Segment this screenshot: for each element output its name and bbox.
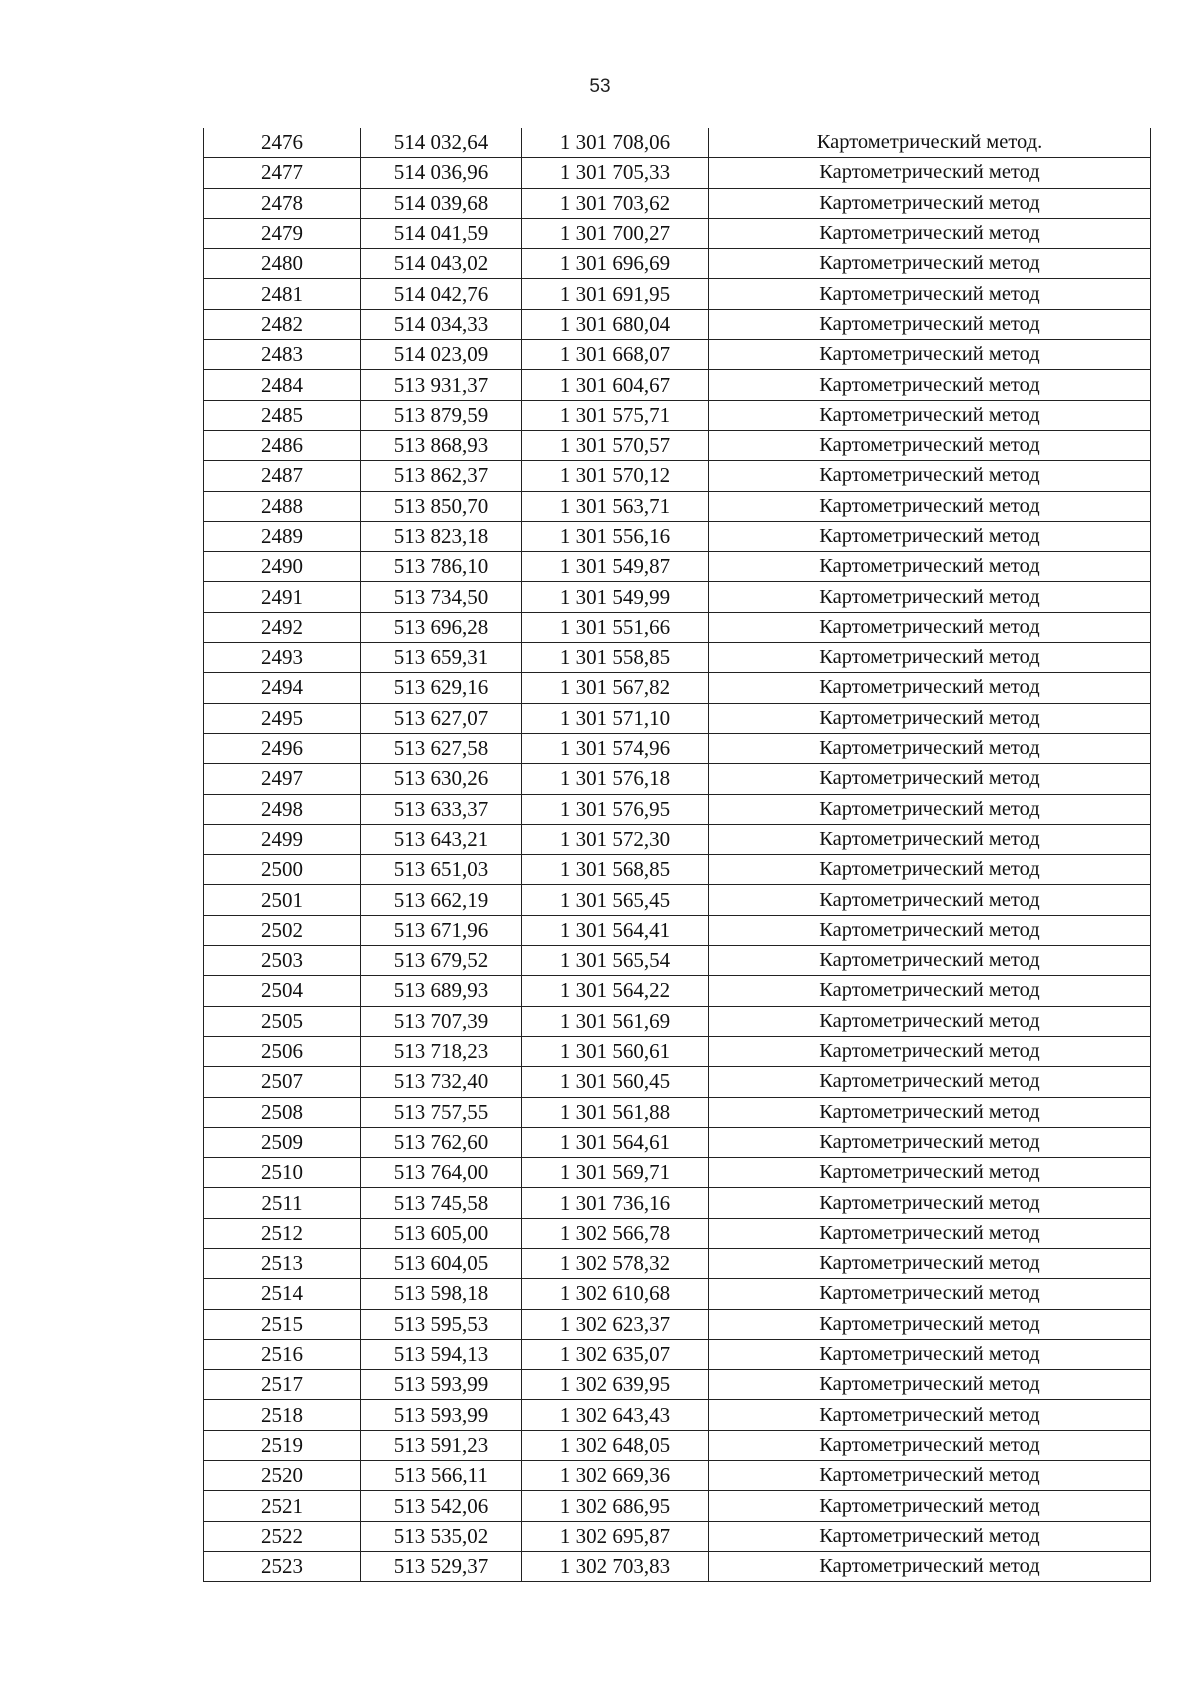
point-number-cell: 2508	[204, 1097, 361, 1127]
method-cell: Картометрический метод	[709, 733, 1151, 763]
table-row	[204, 1158, 1151, 1188]
point-number-cell: 2522	[204, 1521, 361, 1551]
x-coordinate-cell: 513 718,23	[361, 1036, 522, 1066]
x-coordinate-cell: 513 604,05	[361, 1248, 522, 1278]
x-coordinate-cell: 513 868,93	[361, 430, 522, 460]
y-coordinate-cell: 1 301 558,85	[522, 643, 709, 673]
point-number-cell: 2505	[204, 1006, 361, 1036]
point-number-cell: 2494	[204, 673, 361, 703]
y-coordinate-cell: 1 301 549,87	[522, 552, 709, 582]
table-row	[204, 1036, 1151, 1066]
y-coordinate-cell: 1 301 564,61	[522, 1127, 709, 1157]
table-row	[204, 1400, 1151, 1430]
coordinates-table	[203, 128, 1151, 1582]
x-coordinate-cell: 513 643,21	[361, 824, 522, 854]
y-coordinate-cell: 1 301 668,07	[522, 340, 709, 370]
y-coordinate-cell: 1 302 695,87	[522, 1521, 709, 1551]
point-number-cell: 2512	[204, 1218, 361, 1248]
y-coordinate-cell: 1 301 575,71	[522, 400, 709, 430]
x-coordinate-cell: 514 042,76	[361, 279, 522, 309]
point-number-cell: 2489	[204, 521, 361, 551]
x-coordinate-cell: 513 823,18	[361, 521, 522, 551]
y-coordinate-cell: 1 302 635,07	[522, 1339, 709, 1369]
table-row	[204, 733, 1151, 763]
point-number-cell: 2484	[204, 370, 361, 400]
x-coordinate-cell: 514 043,02	[361, 249, 522, 279]
x-coordinate-cell: 513 764,00	[361, 1158, 522, 1188]
table-row	[204, 400, 1151, 430]
x-coordinate-cell: 513 594,13	[361, 1339, 522, 1369]
table-row	[204, 1248, 1151, 1278]
table-row	[204, 1006, 1151, 1036]
method-cell: Картометрический метод	[709, 612, 1151, 642]
y-coordinate-cell: 1 301 560,61	[522, 1036, 709, 1066]
y-coordinate-cell: 1 302 643,43	[522, 1400, 709, 1430]
x-coordinate-cell: 513 627,58	[361, 733, 522, 763]
y-coordinate-cell: 1 301 576,18	[522, 764, 709, 794]
y-coordinate-cell: 1 301 700,27	[522, 218, 709, 248]
method-cell: Картометрический метод	[709, 764, 1151, 794]
point-number-cell: 2480	[204, 249, 361, 279]
page-number: 53	[589, 76, 611, 97]
table-row	[204, 521, 1151, 551]
method-cell: Картометрический метод	[709, 1279, 1151, 1309]
y-coordinate-cell: 1 301 572,30	[522, 824, 709, 854]
method-cell: Картометрический метод	[709, 1036, 1151, 1066]
y-coordinate-cell: 1 301 563,71	[522, 491, 709, 521]
x-coordinate-cell: 513 786,10	[361, 552, 522, 582]
point-number-cell: 2496	[204, 733, 361, 763]
table-row	[204, 612, 1151, 642]
method-cell: Картометрический метод	[709, 1188, 1151, 1218]
x-coordinate-cell: 513 593,99	[361, 1400, 522, 1430]
x-coordinate-cell: 513 630,26	[361, 764, 522, 794]
y-coordinate-cell: 1 301 565,45	[522, 885, 709, 915]
y-coordinate-cell: 1 302 648,05	[522, 1430, 709, 1460]
table-row	[204, 461, 1151, 491]
method-cell: Картометрический метод	[709, 1067, 1151, 1097]
table-row	[204, 703, 1151, 733]
x-coordinate-cell: 513 605,00	[361, 1218, 522, 1248]
method-cell: Картометрический метод	[709, 1127, 1151, 1157]
y-coordinate-cell: 1 301 703,62	[522, 188, 709, 218]
y-coordinate-cell: 1 301 556,16	[522, 521, 709, 551]
method-cell: Картометрический метод	[709, 946, 1151, 976]
table-row	[204, 1551, 1151, 1581]
x-coordinate-cell: 513 879,59	[361, 400, 522, 430]
point-number-cell: 2510	[204, 1158, 361, 1188]
x-coordinate-cell: 513 734,50	[361, 582, 522, 612]
x-coordinate-cell: 514 039,68	[361, 188, 522, 218]
table-row	[204, 582, 1151, 612]
table-row	[204, 552, 1151, 582]
point-number-cell: 2488	[204, 491, 361, 521]
method-cell: Картометрический метод	[709, 1248, 1151, 1278]
x-coordinate-cell: 513 662,19	[361, 885, 522, 915]
table-row	[204, 188, 1151, 218]
point-number-cell: 2500	[204, 855, 361, 885]
point-number-cell: 2476	[204, 128, 361, 158]
y-coordinate-cell: 1 301 708,06	[522, 128, 709, 158]
x-coordinate-cell: 513 931,37	[361, 370, 522, 400]
y-coordinate-cell: 1 301 574,96	[522, 733, 709, 763]
method-cell: Картометрический метод	[709, 1370, 1151, 1400]
method-cell: Картометрический метод.	[709, 128, 1151, 158]
x-coordinate-cell: 513 591,23	[361, 1430, 522, 1460]
table-row	[204, 279, 1151, 309]
point-number-cell: 2516	[204, 1339, 361, 1369]
x-coordinate-cell: 514 023,09	[361, 340, 522, 370]
x-coordinate-cell: 513 696,28	[361, 612, 522, 642]
point-number-cell: 2503	[204, 946, 361, 976]
table-row	[204, 249, 1151, 279]
method-cell: Картометрический метод	[709, 218, 1151, 248]
point-number-cell: 2483	[204, 340, 361, 370]
table-row	[204, 855, 1151, 885]
x-coordinate-cell: 513 762,60	[361, 1127, 522, 1157]
point-number-cell: 2477	[204, 158, 361, 188]
point-number-cell: 2506	[204, 1036, 361, 1066]
y-coordinate-cell: 1 301 736,16	[522, 1188, 709, 1218]
x-coordinate-cell: 513 679,52	[361, 946, 522, 976]
x-coordinate-cell: 513 535,02	[361, 1521, 522, 1551]
x-coordinate-cell: 513 542,06	[361, 1491, 522, 1521]
point-number-cell: 2515	[204, 1309, 361, 1339]
x-coordinate-cell: 513 732,40	[361, 1067, 522, 1097]
y-coordinate-cell: 1 301 565,54	[522, 946, 709, 976]
table-row	[204, 1521, 1151, 1551]
method-cell: Картометрический метод	[709, 279, 1151, 309]
table-row	[204, 370, 1151, 400]
y-coordinate-cell: 1 301 567,82	[522, 673, 709, 703]
table-row	[204, 1309, 1151, 1339]
method-cell: Картометрический метод	[709, 915, 1151, 945]
method-cell: Картометрический метод	[709, 340, 1151, 370]
y-coordinate-cell: 1 301 551,66	[522, 612, 709, 642]
method-cell: Картометрический метод	[709, 370, 1151, 400]
y-coordinate-cell: 1 301 568,85	[522, 855, 709, 885]
method-cell: Картометрический метод	[709, 1400, 1151, 1430]
table-row	[204, 915, 1151, 945]
method-cell: Картометрический метод	[709, 1339, 1151, 1369]
y-coordinate-cell: 1 301 564,22	[522, 976, 709, 1006]
method-cell: Картометрический метод	[709, 855, 1151, 885]
method-cell: Картометрический метод	[709, 188, 1151, 218]
y-coordinate-cell: 1 302 623,37	[522, 1309, 709, 1339]
point-number-cell: 2517	[204, 1370, 361, 1400]
method-cell: Картометрический метод	[709, 976, 1151, 1006]
y-coordinate-cell: 1 302 566,78	[522, 1218, 709, 1248]
method-cell: Картометрический метод	[709, 461, 1151, 491]
method-cell: Картометрический метод	[709, 582, 1151, 612]
x-coordinate-cell: 513 707,39	[361, 1006, 522, 1036]
point-number-cell: 2518	[204, 1400, 361, 1430]
method-cell: Картометрический метод	[709, 249, 1151, 279]
x-coordinate-cell: 513 659,31	[361, 643, 522, 673]
table-row	[204, 673, 1151, 703]
table-row	[204, 976, 1151, 1006]
table-row	[204, 643, 1151, 673]
x-coordinate-cell: 513 566,11	[361, 1461, 522, 1491]
table-row	[204, 1279, 1151, 1309]
point-number-cell: 2499	[204, 824, 361, 854]
table-row	[204, 1188, 1151, 1218]
y-coordinate-cell: 1 301 569,71	[522, 1158, 709, 1188]
point-number-cell: 2493	[204, 643, 361, 673]
table-row	[204, 1067, 1151, 1097]
point-number-cell: 2520	[204, 1461, 361, 1491]
x-coordinate-cell: 513 689,93	[361, 976, 522, 1006]
point-number-cell: 2479	[204, 218, 361, 248]
method-cell: Картометрический метод	[709, 824, 1151, 854]
y-coordinate-cell: 1 301 561,69	[522, 1006, 709, 1036]
method-cell: Картометрический метод	[709, 491, 1151, 521]
table-row	[204, 1097, 1151, 1127]
table-row	[204, 764, 1151, 794]
x-coordinate-cell: 513 651,03	[361, 855, 522, 885]
x-coordinate-cell: 514 036,96	[361, 158, 522, 188]
table-row	[204, 158, 1151, 188]
y-coordinate-cell: 1 301 570,12	[522, 461, 709, 491]
y-coordinate-cell: 1 301 680,04	[522, 309, 709, 339]
table-row	[204, 309, 1151, 339]
point-number-cell: 2502	[204, 915, 361, 945]
x-coordinate-cell: 513 745,58	[361, 1188, 522, 1218]
x-coordinate-cell: 513 598,18	[361, 1279, 522, 1309]
method-cell: Картометрический метод	[709, 552, 1151, 582]
method-cell: Картометрический метод	[709, 885, 1151, 915]
method-cell: Картометрический метод	[709, 158, 1151, 188]
y-coordinate-cell: 1 302 639,95	[522, 1370, 709, 1400]
method-cell: Картометрический метод	[709, 1551, 1151, 1581]
x-coordinate-cell: 514 041,59	[361, 218, 522, 248]
table-row	[204, 1461, 1151, 1491]
table-row	[204, 340, 1151, 370]
point-number-cell: 2478	[204, 188, 361, 218]
y-coordinate-cell: 1 302 578,32	[522, 1248, 709, 1278]
y-coordinate-cell: 1 301 564,41	[522, 915, 709, 945]
x-coordinate-cell: 513 671,96	[361, 915, 522, 945]
table-row	[204, 430, 1151, 460]
x-coordinate-cell: 513 529,37	[361, 1551, 522, 1581]
table-row	[204, 491, 1151, 521]
y-coordinate-cell: 1 301 560,45	[522, 1067, 709, 1097]
method-cell: Картометрический метод	[709, 309, 1151, 339]
point-number-cell: 2523	[204, 1551, 361, 1581]
point-number-cell: 2495	[204, 703, 361, 733]
method-cell: Картометрический метод	[709, 1218, 1151, 1248]
x-coordinate-cell: 513 627,07	[361, 703, 522, 733]
x-coordinate-cell: 513 629,16	[361, 673, 522, 703]
x-coordinate-cell: 513 862,37	[361, 461, 522, 491]
coordinates-table-body	[204, 128, 1151, 1582]
point-number-cell: 2511	[204, 1188, 361, 1218]
table-row	[204, 1127, 1151, 1157]
method-cell: Картометрический метод	[709, 1430, 1151, 1460]
method-cell: Картометрический метод	[709, 1521, 1151, 1551]
method-cell: Картометрический метод	[709, 1461, 1151, 1491]
y-coordinate-cell: 1 301 571,10	[522, 703, 709, 733]
method-cell: Картометрический метод	[709, 703, 1151, 733]
y-coordinate-cell: 1 301 604,67	[522, 370, 709, 400]
point-number-cell: 2501	[204, 885, 361, 915]
point-number-cell: 2519	[204, 1430, 361, 1460]
method-cell: Картометрический метод	[709, 643, 1151, 673]
method-cell: Картометрический метод	[709, 1309, 1151, 1339]
method-cell: Картометрический метод	[709, 673, 1151, 703]
point-number-cell: 2497	[204, 764, 361, 794]
method-cell: Картометрический метод	[709, 1158, 1151, 1188]
point-number-cell: 2487	[204, 461, 361, 491]
y-coordinate-cell: 1 302 669,36	[522, 1461, 709, 1491]
table-row	[204, 1339, 1151, 1369]
table-row	[204, 218, 1151, 248]
x-coordinate-cell: 514 034,33	[361, 309, 522, 339]
table-row	[204, 1430, 1151, 1460]
y-coordinate-cell: 1 301 696,69	[522, 249, 709, 279]
y-coordinate-cell: 1 301 576,95	[522, 794, 709, 824]
y-coordinate-cell: 1 302 610,68	[522, 1279, 709, 1309]
y-coordinate-cell: 1 301 705,33	[522, 158, 709, 188]
point-number-cell: 2491	[204, 582, 361, 612]
y-coordinate-cell: 1 302 686,95	[522, 1491, 709, 1521]
point-number-cell: 2521	[204, 1491, 361, 1521]
method-cell: Картометрический метод	[709, 521, 1151, 551]
method-cell: Картометрический метод	[709, 430, 1151, 460]
table-row	[204, 794, 1151, 824]
point-number-cell: 2485	[204, 400, 361, 430]
table-row	[204, 1370, 1151, 1400]
method-cell: Картометрический метод	[709, 1006, 1151, 1036]
table-row	[204, 824, 1151, 854]
table-row	[204, 1491, 1151, 1521]
y-coordinate-cell: 1 301 561,88	[522, 1097, 709, 1127]
method-cell: Картометрический метод	[709, 794, 1151, 824]
point-number-cell: 2513	[204, 1248, 361, 1278]
point-number-cell: 2486	[204, 430, 361, 460]
y-coordinate-cell: 1 301 691,95	[522, 279, 709, 309]
method-cell: Картометрический метод	[709, 1097, 1151, 1127]
x-coordinate-cell: 513 633,37	[361, 794, 522, 824]
x-coordinate-cell: 513 850,70	[361, 491, 522, 521]
point-number-cell: 2509	[204, 1127, 361, 1157]
x-coordinate-cell: 513 595,53	[361, 1309, 522, 1339]
y-coordinate-cell: 1 301 549,99	[522, 582, 709, 612]
point-number-cell: 2507	[204, 1067, 361, 1097]
x-coordinate-cell: 514 032,64	[361, 128, 522, 158]
table-row	[204, 1218, 1151, 1248]
point-number-cell: 2504	[204, 976, 361, 1006]
point-number-cell: 2490	[204, 552, 361, 582]
point-number-cell: 2482	[204, 309, 361, 339]
method-cell: Картометрический метод	[709, 1491, 1151, 1521]
point-number-cell: 2492	[204, 612, 361, 642]
table-row	[204, 946, 1151, 976]
table-row	[204, 885, 1151, 915]
x-coordinate-cell: 513 757,55	[361, 1097, 522, 1127]
y-coordinate-cell: 1 302 703,83	[522, 1551, 709, 1581]
point-number-cell: 2498	[204, 794, 361, 824]
y-coordinate-cell: 1 301 570,57	[522, 430, 709, 460]
method-cell: Картометрический метод	[709, 400, 1151, 430]
x-coordinate-cell: 513 593,99	[361, 1370, 522, 1400]
table-row	[204, 128, 1151, 158]
point-number-cell: 2481	[204, 279, 361, 309]
point-number-cell: 2514	[204, 1279, 361, 1309]
